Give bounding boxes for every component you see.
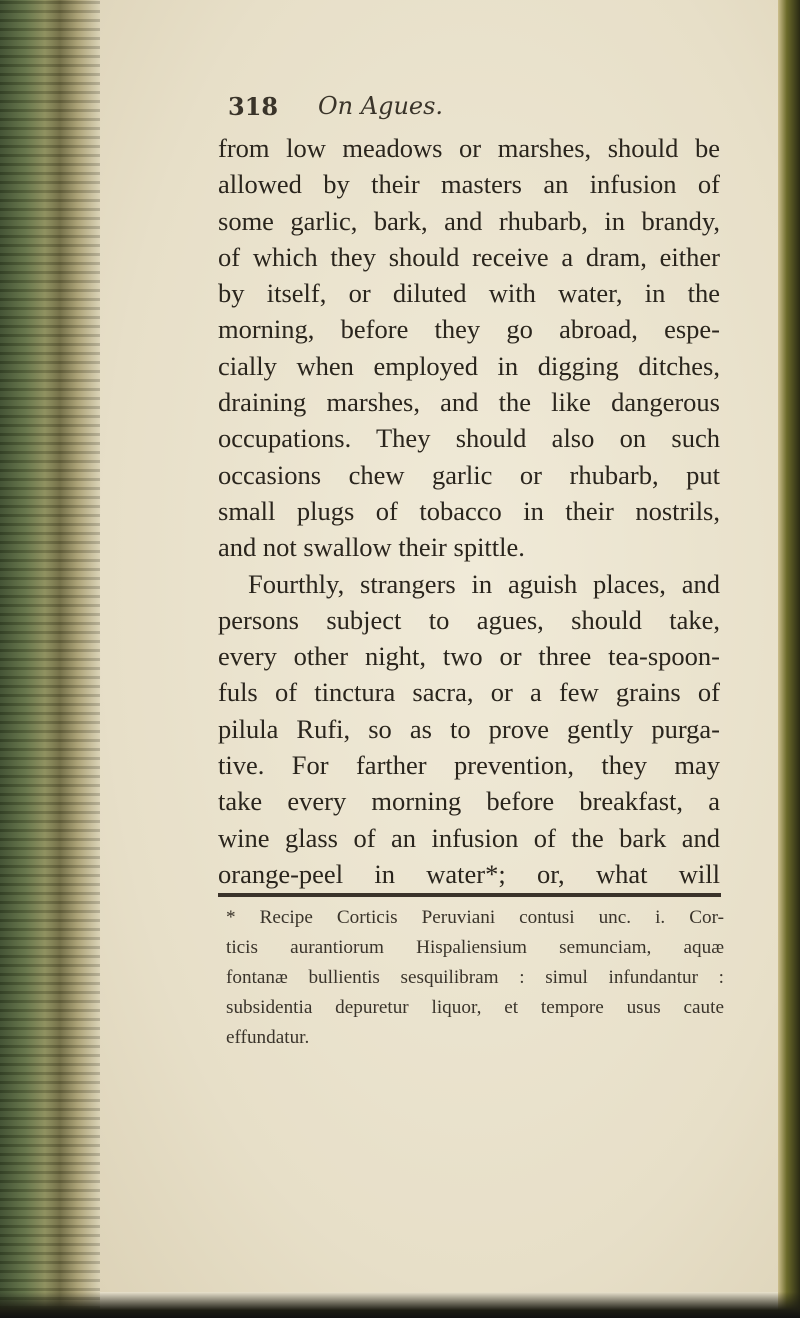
text-line: persons subject to agues, should take, <box>218 604 720 635</box>
footnote-divider <box>218 893 721 897</box>
text-line: morning, before they go abroad, espe- <box>218 314 720 345</box>
text-line: draining marshes, and the like dangerous <box>218 387 720 418</box>
footnote-line: ticis aurantiorum Hispaliensium semunciam, aquæ <box>226 937 724 958</box>
text-line: occasions chew garlic or rhubarb, put <box>218 459 720 490</box>
book-spine <box>0 0 100 1318</box>
footnote-line: * Recipe Corticis Peruviani contusi unc. i. Cor- <box>226 907 724 928</box>
page-number: 318 <box>228 92 279 121</box>
text-line: cially when employed in digging ditches, <box>218 350 720 381</box>
text-line: pilula Rufi, so as to prove gently purga- <box>218 713 720 744</box>
text-line: small plugs of tobacco in their nostrils, <box>218 495 720 526</box>
text-line: every other night, two or three tea-spoon- <box>218 641 720 672</box>
footnote-line: effundatur. <box>226 1027 310 1048</box>
text-line: fuls of tinctura sacra, or a few grains of <box>218 677 720 708</box>
page-binding-edge <box>778 0 800 1318</box>
text-line: allowed by their masters an infusion of <box>218 169 720 200</box>
text-line: occupations. They should also on such <box>218 423 720 454</box>
text-line: by itself, or diluted with water, in the <box>218 278 720 309</box>
text-line: orange-peel in water*; or, what will <box>218 858 720 889</box>
text-line: tive. For farther prevention, they may <box>218 750 720 781</box>
text-line: take every morning before breakfast, a <box>218 786 720 817</box>
running-title: On Agues. <box>318 92 444 120</box>
footnote <box>226 903 724 1053</box>
page-bottom-shadow <box>0 1292 800 1318</box>
text-line: wine glass of an infusion of the bark and <box>218 822 720 853</box>
footnote-line: subsidentia depuretur liquor, et tempore usus caute <box>226 997 724 1018</box>
text-line: from low meadows or marshes, should be <box>218 133 720 163</box>
text-line: some garlic, bark, and rhubarb, in brandy, <box>218 205 720 236</box>
body-text <box>218 130 720 892</box>
text-line: and not swallow their spittle. <box>218 532 525 563</box>
footnote-line: fontanæ bullientis sesquilibram : simul infundantur : <box>226 967 724 988</box>
text-line: of which they should receive a dram, either <box>218 241 720 272</box>
text-line: Fourthly, strangers in aguish places, and <box>248 568 720 599</box>
